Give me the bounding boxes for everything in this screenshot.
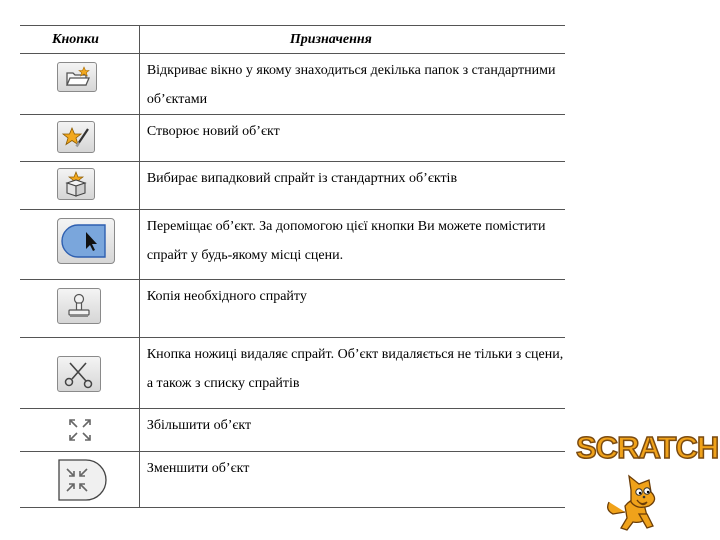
open-folder-icon[interactable]: [57, 62, 97, 92]
grow-icon[interactable]: [60, 412, 100, 448]
row-description: Кнопка ножиці видаляє спрайт. Об’єкт видаляється не тільки з сцени, а також з списку спрайтів: [139, 338, 565, 409]
row-description: Копія необхідного спрайту: [139, 280, 565, 338]
buttons-table: [20, 25, 565, 508]
paint-new-sprite-icon[interactable]: [57, 121, 95, 153]
shrink-icon[interactable]: [56, 456, 106, 502]
table-row: [20, 409, 565, 452]
row-description: Відкриває вікно у якому знаходиться декілька папок з стандартними об’єктами: [139, 54, 565, 115]
row-description: Збільшити об’єкт: [139, 409, 565, 452]
table-row: [20, 54, 565, 115]
pointer-arrow-icon[interactable]: [57, 218, 115, 264]
table-row: [20, 452, 565, 508]
row-description: Створює новий об’єкт: [139, 115, 565, 162]
table-row: [20, 210, 565, 280]
random-sprite-box-icon[interactable]: [57, 168, 95, 200]
header-buttons: Кнопки: [20, 26, 139, 54]
header-purpose: Призначення: [139, 26, 565, 54]
scratch-cat-icon: [603, 472, 675, 534]
table-row: [20, 115, 565, 162]
scratch-logo: [573, 428, 719, 465]
table-row: [20, 162, 565, 210]
scissors-icon[interactable]: [57, 356, 101, 392]
row-description: Вибирає випадковий спрайт із стандартних об’єктів: [139, 162, 565, 210]
table-header-row: [20, 26, 565, 54]
scratch-logo-text: SCRATCH: [576, 430, 719, 465]
table-row: [20, 338, 565, 409]
duplicate-stamp-icon[interactable]: [57, 288, 101, 324]
row-description: Зменшити об’єкт: [139, 452, 565, 508]
table-row: [20, 280, 565, 338]
row-description: Переміщає об’єкт. За допомогою цієї кнопки Ви можете помістити спрайт у будь-якому місці сцени.: [139, 210, 565, 280]
